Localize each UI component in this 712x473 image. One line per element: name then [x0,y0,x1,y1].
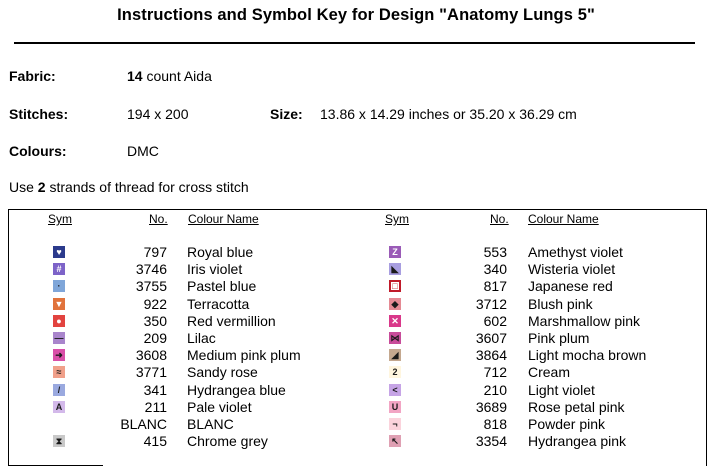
document-title: Instructions and Symbol Key for Design "Anatomy Lungs 5" [117,6,595,24]
colour-name: Sandy rose [187,364,258,381]
corner-triangle-icon: ◣ [389,263,401,275]
colour-name: Powder pink [528,416,606,432]
key-row [0,433,712,450]
number-2-icon: 2 [389,366,401,378]
colour-name: Hydrangea blue [187,381,286,398]
title-divider [14,42,695,44]
colour-name: Hydrangea pink [528,433,627,450]
colour-name: Medium pink plum [187,347,301,364]
dmc-number: 350 [143,312,167,329]
colour-name: Pastel blue [187,278,257,295]
circle-icon: ● [53,315,65,327]
dmc-number: BLANC [120,416,167,432]
dmc-number: 922 [143,295,167,312]
size-value: 13.86 x 14.29 inches or 35.20 x 36.29 cm [320,106,577,122]
dot-icon: · [53,280,65,292]
dmc-number: 210 [483,381,507,398]
colour-name: Terracotta [187,295,250,312]
colour-name: Blush pink [528,295,593,312]
colours-label: Colours: [9,143,67,159]
key-row [0,416,712,433]
colour-name: Wisteria violet [528,261,616,278]
letter-a-icon: A [53,401,65,413]
dash-icon: — [54,333,64,343]
dmc-number: 341 [143,381,167,398]
cross-icon: ✕ [389,315,401,327]
dmc-number: 3755 [135,278,167,295]
colour-name: Light violet [528,381,595,398]
strands-note-post: strands of thread for cross stitch [45,179,249,195]
dmc-number: 3864 [475,347,507,364]
dmc-number: 415 [143,433,167,450]
triangle-down-icon: ▼ [54,298,64,309]
colour-name: Light mocha brown [528,347,647,364]
fabric-value [127,68,212,84]
strands-note-pre: Use [9,179,38,195]
right-header-colour-name: Colour Name [528,212,599,226]
dmc-number: 817 [483,278,507,295]
colour-name: Marshmallow pink [528,312,641,329]
left-header-sym: Sym [48,212,72,226]
key-row [0,261,712,278]
hourglass-icon: ⧗ [53,435,65,447]
colour-name: Iris violet [187,261,243,278]
dmc-number: 3771 [135,364,167,381]
colour-name: Chrome grey [187,433,268,450]
left-header-colour-name: Colour Name [188,212,259,226]
dmc-number: 211 [144,398,167,415]
dmc-number: 340 [483,261,507,278]
colour-name: Amethyst violet [528,244,623,260]
key-row [0,278,712,295]
symbol-key-bottom-rule [8,465,103,466]
corner-icon: ¬ [389,418,401,430]
wave-icon: ≈ [53,366,65,378]
slash-icon: / [53,384,65,396]
dmc-number: 553 [483,244,507,260]
diamond-icon: ◆ [389,298,401,310]
key-row [0,313,712,330]
dmc-number: 3746 [135,261,167,278]
heart-icon: ♥ [53,246,65,258]
square-outline-icon: □ [389,280,401,292]
colour-name: Red vermillion [187,312,276,329]
fabric-label: Fabric: [9,68,56,84]
colour-name: Lilac [187,330,216,346]
strands-note [9,179,249,195]
dmc-number: 3354 [475,433,507,450]
arrow-icon: ➜ [53,349,65,361]
colour-name: Pale violet [187,398,252,415]
strands-count: 2 [37,179,46,195]
dmc-number: 712 [483,364,507,381]
left-header-no: No. [149,212,168,226]
key-row [0,330,712,347]
key-row [0,399,712,416]
key-row [0,347,712,364]
key-row [0,296,712,313]
colour-name: Royal blue [187,244,254,260]
stitches-value: 194 x 200 [127,106,189,122]
right-header-sym: Sym [385,212,409,226]
dmc-number: 3608 [135,347,167,364]
stitches-label: Stitches: [9,106,69,122]
letter-u-icon: U [389,401,401,413]
colour-name: BLANC [187,416,234,432]
key-row [0,244,712,261]
dmc-number: 3607 [475,330,507,346]
less-than-icon: < [389,384,401,396]
colour-name: Japanese red [528,278,613,295]
letter-z-icon: Z [389,246,401,258]
key-row [0,382,712,399]
dmc-number: 209 [143,330,167,346]
right-header-no: No. [490,212,509,226]
dmc-number: 3712 [475,295,507,312]
bowtie-icon: ⋈ [390,333,400,343]
colour-name: Rose petal pink [528,398,625,415]
colour-name: Cream [528,364,571,381]
dmc-number: 797 [143,244,167,260]
dmc-number: 602 [483,312,507,329]
dmc-number: 3689 [475,398,507,415]
colour-name: Pink plum [528,330,590,346]
fabric-count: 14 [127,68,143,84]
key-row [0,364,712,381]
corner-triangle-icon: ◢ [389,349,401,361]
dmc-number: 818 [483,416,507,432]
fabric-type: count Aida [142,68,212,84]
arrow-upleft-icon: ↖ [389,435,401,447]
size-label: Size: [270,106,303,122]
colours-value: DMC [127,143,159,159]
hash-icon: # [53,263,65,275]
